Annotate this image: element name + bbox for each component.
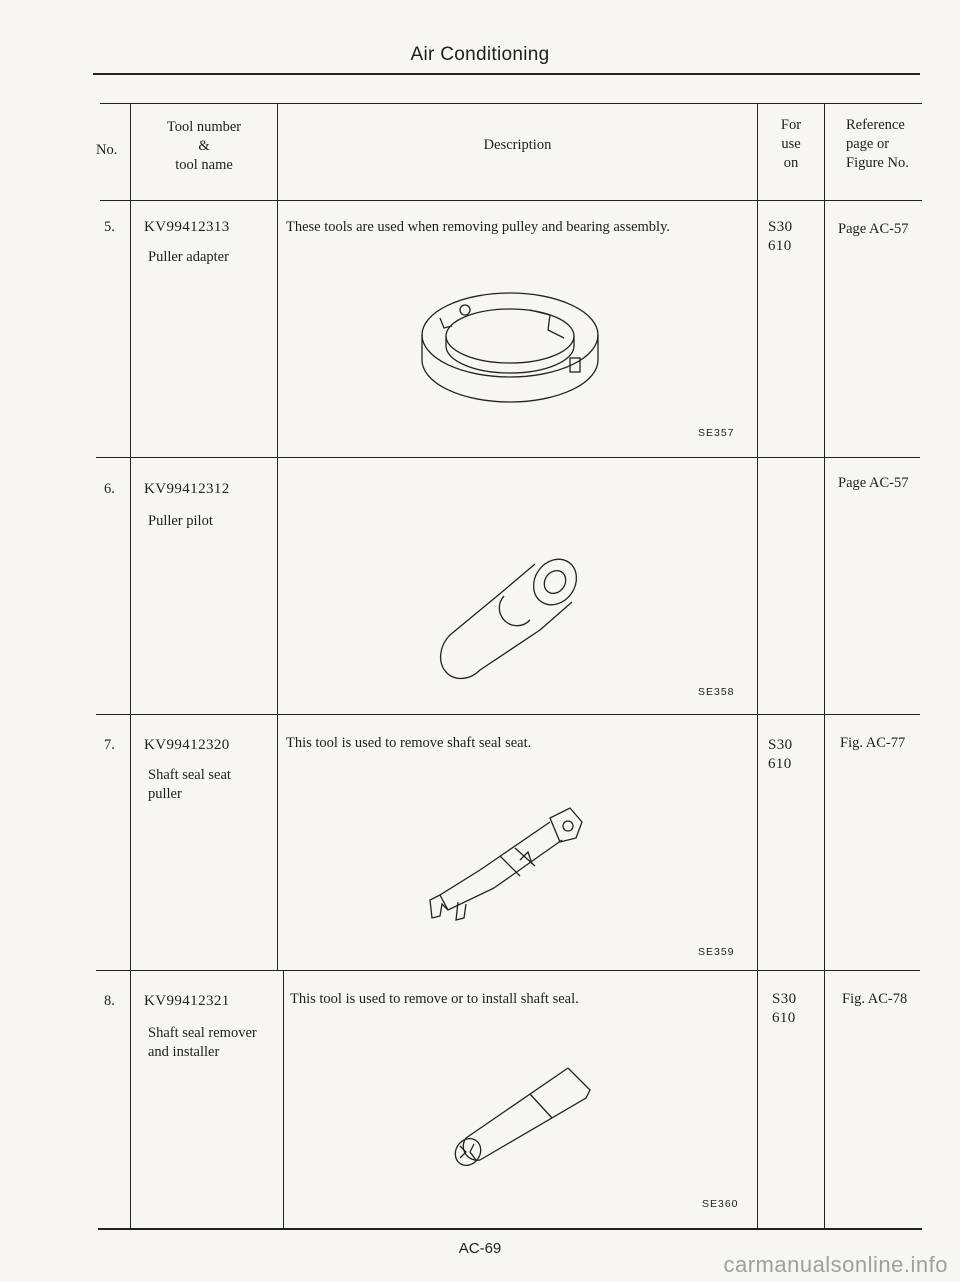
- tool-name: [148, 1024, 257, 1062]
- header-no: No.: [96, 142, 118, 158]
- header-use-line2: use: [781, 136, 801, 152]
- tool-name: [148, 766, 231, 804]
- shaft-seal-seat-puller-illustration: [420, 800, 600, 925]
- tool-name-line1: Puller pilot: [148, 513, 213, 529]
- header-ref-line1: Reference: [846, 117, 905, 133]
- table-top-rule: [100, 103, 922, 104]
- table-bottom-rule: [98, 1228, 922, 1230]
- row-number: 8.: [104, 993, 115, 1009]
- header-tool-line3: tool name: [175, 157, 233, 173]
- reference: Fig. AC-78: [842, 991, 908, 1007]
- puller-pilot-illustration: [440, 550, 590, 680]
- header-description: Description: [483, 137, 552, 153]
- header-reference: [846, 116, 909, 173]
- reference: Page AC-57: [838, 475, 909, 491]
- use-on-line1: S30: [768, 219, 793, 235]
- reference: Fig. AC-77: [840, 735, 906, 751]
- row-number: 5.: [104, 219, 115, 235]
- row-number: 7.: [104, 737, 115, 753]
- table-header-rule: [100, 200, 922, 201]
- header-tool-line2: &: [198, 138, 210, 154]
- tool-name-line2: puller: [148, 786, 182, 802]
- header-tool: [131, 118, 277, 175]
- figure-code: SE360: [702, 1198, 739, 1210]
- row-divider-6-7: [96, 714, 920, 715]
- col-divider-use: [824, 103, 825, 1229]
- tool-number: KV99412313: [144, 219, 230, 235]
- tool-name-line1: Shaft seal seat: [148, 767, 231, 783]
- header-tool-line1: Tool number: [166, 119, 242, 135]
- description: These tools are used when removing pulley and bearing assembly.: [286, 219, 671, 235]
- puller-adapter-illustration: [410, 280, 610, 415]
- tool-number: KV99412321: [144, 993, 230, 1009]
- tool-name: [148, 248, 229, 267]
- row-divider-7-8: [96, 970, 920, 971]
- use-on-line1: S30: [768, 737, 793, 753]
- header-rule: [93, 73, 920, 75]
- use-on-line1: S30: [772, 991, 797, 1007]
- row-divider-5-6: [96, 457, 920, 458]
- figure-code: SE358: [698, 686, 735, 698]
- tool-name-line1: Puller adapter: [148, 249, 229, 265]
- description: This tool is used to remove shaft seal seat.: [286, 735, 532, 751]
- row-number: 6.: [104, 481, 115, 497]
- tool-name: [148, 512, 213, 531]
- col-divider-desc: [757, 103, 758, 1229]
- use-on: [768, 218, 793, 256]
- page-number: AC-69: [458, 1240, 502, 1257]
- col-divider-tool-lower: [283, 970, 284, 1229]
- header-use-line3: on: [783, 155, 799, 171]
- header-use: [758, 116, 824, 173]
- use-on-line2: 610: [768, 756, 792, 772]
- header-use-line1: For: [780, 117, 802, 133]
- tool-number: KV99412320: [144, 737, 230, 753]
- watermark: carmanualsonline.info: [723, 1252, 948, 1277]
- description: This tool is used to remove or to install shaft seal.: [290, 991, 579, 1007]
- reference: Page AC-57: [838, 221, 909, 237]
- tool-name-line2: and installer: [148, 1044, 220, 1060]
- use-on: [772, 990, 797, 1028]
- figure-code: SE359: [698, 946, 735, 958]
- figure-code: SE357: [698, 427, 735, 439]
- use-on: [768, 736, 793, 774]
- col-divider-tool: [277, 103, 278, 971]
- shaft-seal-remover-illustration: [440, 1060, 600, 1180]
- tool-number: KV99412312: [144, 481, 230, 497]
- use-on-line2: 610: [768, 238, 792, 254]
- use-on-line2: 610: [772, 1010, 796, 1026]
- tool-name-line1: Shaft seal remover: [148, 1025, 257, 1041]
- col-divider-no: [130, 103, 131, 1229]
- header-ref-line2: page or: [846, 136, 890, 152]
- page-title: Air Conditioning: [410, 44, 550, 65]
- header-ref-line3: Figure No.: [846, 155, 909, 171]
